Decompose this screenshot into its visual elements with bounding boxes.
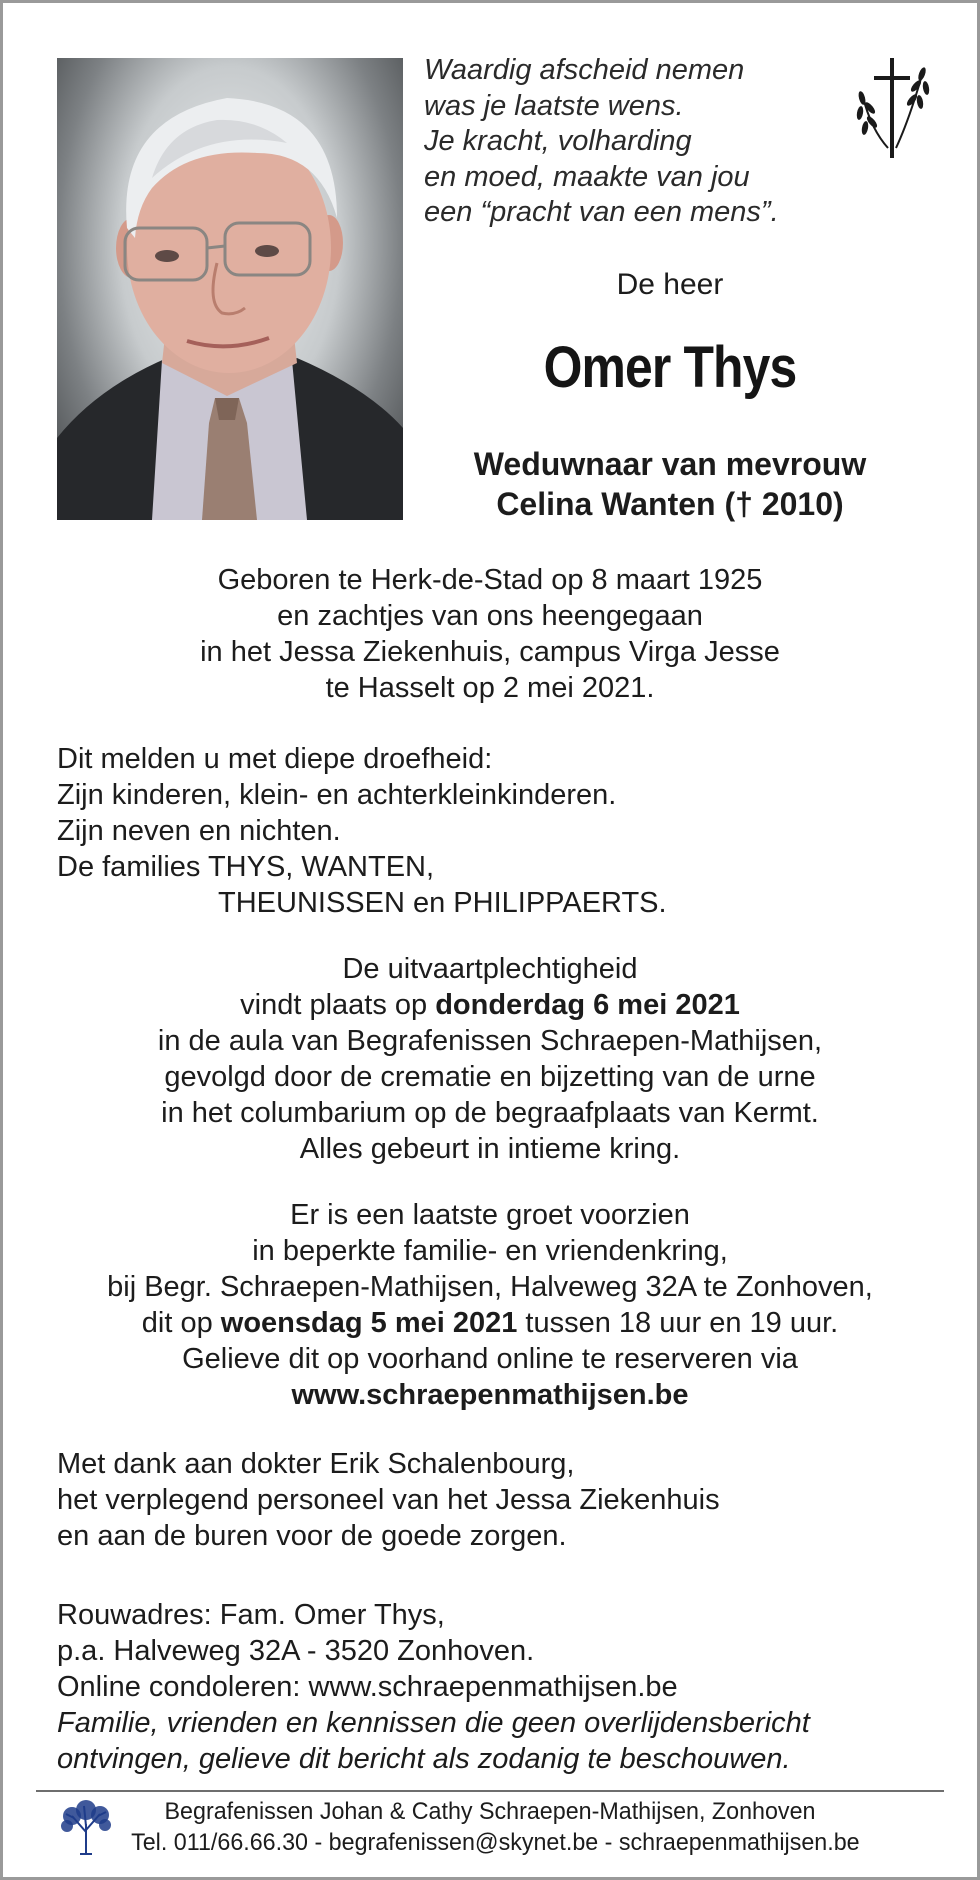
greeting-line xyxy=(40,1305,940,1341)
family-line: Dit melden u met diepe droefheid: xyxy=(57,743,493,775)
address-line: p.a. Halveweg 32A - 3520 Zonhoven. xyxy=(57,1635,535,1667)
cross-with-wheat-icon xyxy=(852,58,932,160)
footer-contact: Tel. 011/66.66.30 - begrafenissen@skynet.be - schraepenmathijsen.be xyxy=(131,1829,860,1856)
thanks-line: Met dank aan dokter Erik Schalenbourg, xyxy=(57,1448,575,1480)
footer-company: Begrafenissen Johan & Cathy Schraepen-Mathijsen, Zonhoven xyxy=(164,1798,816,1825)
salutation: De heer xyxy=(616,268,724,301)
family-line: Zijn neven en nichten. xyxy=(57,815,341,847)
greeting-date: woensdag 5 mei 2021 xyxy=(220,1307,518,1339)
family-line-indented: THEUNISSEN en PHILIPPAERTS. xyxy=(218,887,667,919)
notice-line: ontvingen, gelieve dit bericht als zodanig te beschouwen. xyxy=(57,1743,791,1775)
funeral-line: Alles gebeurt in intieme kring. xyxy=(299,1133,681,1165)
funeral-block xyxy=(40,951,940,1167)
family-block xyxy=(57,741,667,921)
address-line: Rouwadres: Fam. Omer Thys, xyxy=(57,1599,445,1631)
funeral-line: in het columbarium op de begraafplaats van Kermt. xyxy=(161,1097,819,1129)
deceased-name: Omer Thys xyxy=(543,335,797,400)
poem-line: een “pracht van een mens”. xyxy=(424,196,779,228)
footer-divider xyxy=(36,1790,944,1792)
funeral-text: vindt plaats op xyxy=(240,989,436,1021)
family-line: Zijn kinderen, klein- en achterkleinkinderen. xyxy=(57,779,617,811)
thanks-line: het verplegend personeel van het Jessa Ziekenhuis xyxy=(57,1484,720,1516)
widow-line: Celina Wanten († 2010) xyxy=(496,486,844,522)
widow-line: Weduwnaar van mevrouw xyxy=(473,446,867,482)
tree-logo-icon xyxy=(60,1796,112,1856)
portrait-photo xyxy=(57,58,403,520)
poem-line: Waardig afscheid nemen xyxy=(424,54,745,86)
footer xyxy=(131,1796,860,1858)
funeral-line: De uitvaartplechtigheid xyxy=(342,953,638,985)
thanks-block xyxy=(57,1446,720,1554)
birth-line: in het Jessa Ziekenhuis, campus Virga Jesse xyxy=(200,636,780,668)
greeting-line: bij Begr. Schraepen-Mathijsen, Halveweg 32A te Zonhoven, xyxy=(107,1271,873,1303)
notice-line: Familie, vrienden en kennissen die geen overlijdensbericht xyxy=(57,1707,810,1739)
greeting-line: Er is een laatste groet voorzien xyxy=(290,1199,690,1231)
reservation-link[interactable]: www.schraepenmathijsen.be xyxy=(291,1379,689,1411)
address-block xyxy=(57,1597,810,1777)
greeting-line: Gelieve dit op voorhand online te reserveren via xyxy=(182,1343,798,1375)
birth-line: Geboren te Herk-de-Stad op 8 maart 1925 xyxy=(217,564,763,596)
funeral-line xyxy=(40,987,940,1023)
family-line: De families THYS, WANTEN, xyxy=(57,851,435,883)
poem-line: Je kracht, volharding xyxy=(424,125,692,157)
widow-note xyxy=(420,444,920,524)
greeting-block xyxy=(40,1197,940,1413)
funeral-line: in de aula van Begrafenissen Schraepen-Mathijsen, xyxy=(157,1025,823,1057)
thanks-line: en aan de buren voor de goede zorgen. xyxy=(57,1520,567,1552)
poem-line: en moed, maakte van jou xyxy=(424,160,750,193)
greeting-line: in beperkte familie- en vriendenkring, xyxy=(252,1235,728,1267)
birth-block xyxy=(40,562,940,706)
birth-line: te Hasselt op 2 mei 2021. xyxy=(325,672,655,704)
poem xyxy=(424,53,779,231)
poem-line: was je laatste wens. xyxy=(424,89,684,122)
address-line: Online condoleren: www.schraepenmathijsen.be xyxy=(57,1671,678,1703)
greeting-text: dit op xyxy=(141,1307,221,1339)
funeral-line: gevolgd door de crematie en bijzetting van de urne xyxy=(164,1061,816,1093)
greeting-text: tussen 18 uur en 19 uur. xyxy=(517,1307,839,1339)
portrait-illustration xyxy=(57,58,403,520)
funeral-date: donderdag 6 mei 2021 xyxy=(435,989,740,1021)
birth-line: en zachtjes van ons heengegaan xyxy=(277,600,703,632)
